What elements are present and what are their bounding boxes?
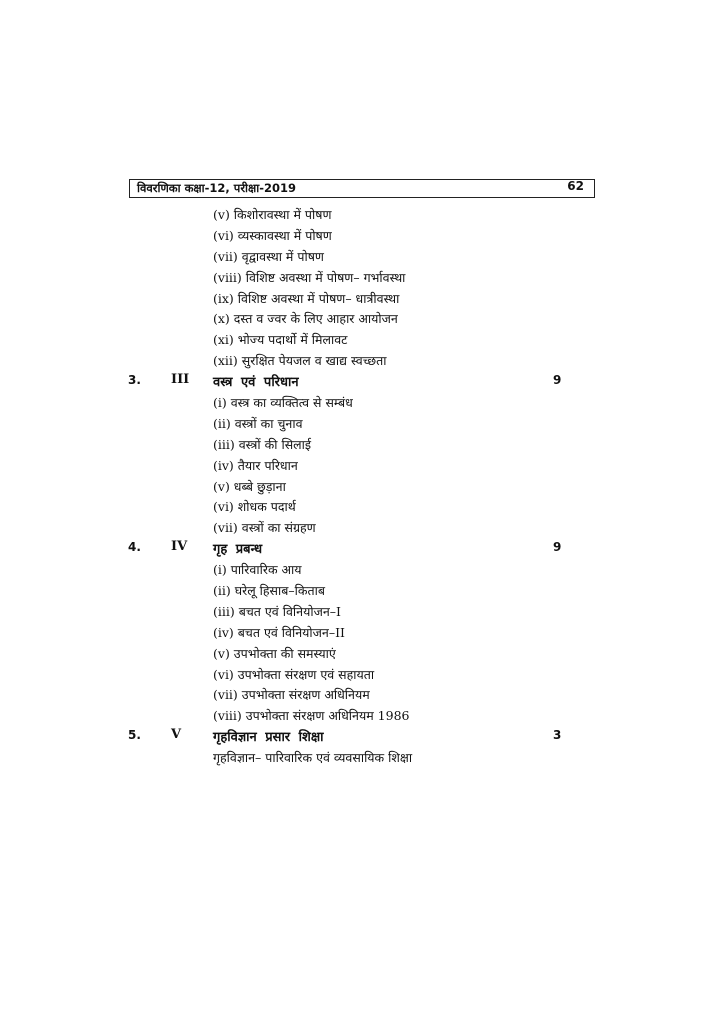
- list-item-text: (ii) घरेलू हिसाब–किताब: [213, 583, 325, 599]
- list-item: [0, 622, 724, 643]
- list-item-text: (xi) भोज्य पदार्थो में मिलावट: [213, 332, 348, 348]
- page-header: [129, 179, 595, 198]
- list-item: [0, 517, 724, 538]
- list-item-text: (v) किशोरावस्था में पोषण: [213, 207, 332, 222]
- unit-marks: 3: [553, 728, 562, 743]
- unit-heading: [0, 371, 724, 392]
- list-item: [0, 267, 724, 288]
- list-item-text: (i) पारिवारिक आय: [213, 562, 302, 578]
- list-item-text: (ii) वस्त्रों का चुनाव: [213, 415, 303, 431]
- list-item: [0, 705, 724, 726]
- list-item: [0, 496, 724, 517]
- unit-number: 3.: [128, 373, 141, 388]
- list-item: [0, 225, 724, 246]
- list-item: [0, 350, 724, 371]
- list-item-text: (v) धब्बे छुड़ाना: [213, 478, 286, 494]
- list-item: [0, 288, 724, 309]
- list-item-text: (vi) शोधक पदार्थ: [213, 499, 296, 515]
- list-item: [0, 308, 724, 329]
- list-item-text: (i) वस्त्र का व्यक्तित्व से सम्बंध: [213, 395, 353, 411]
- unit-heading: [0, 726, 724, 747]
- list-item: [0, 559, 724, 580]
- unit-marks: 9: [553, 540, 562, 555]
- list-item: [0, 413, 724, 434]
- list-item-text: (vii) वस्त्रों का संग्रहण: [213, 520, 316, 536]
- list-item: [0, 580, 724, 601]
- list-item: [0, 204, 724, 225]
- list-item: [0, 434, 724, 455]
- list-item: [0, 601, 724, 622]
- list-item: [0, 246, 724, 267]
- list-item-text: (vii) उपभोक्ता संरक्षण अधिनियम: [213, 687, 370, 703]
- list-item-text: (v) उपभोक्ता की समस्याएं: [213, 645, 336, 661]
- list-item-text: (vii) वृद्वावस्था में पोषण: [213, 248, 324, 264]
- unit-roman: IV: [171, 539, 188, 555]
- list-item: [0, 643, 724, 664]
- list-item: [0, 684, 724, 705]
- syllabus-content: [0, 204, 724, 768]
- list-item-text: (viii) उपभोक्ता संरक्षण अधिनियम 1986: [213, 708, 410, 724]
- unit-title: वस्त्र एवं परिधान: [213, 375, 299, 391]
- list-item: [0, 664, 724, 685]
- list-item: [0, 747, 724, 768]
- list-item-text: (iii) बचत एवं विनियोजन–I: [213, 603, 341, 619]
- unit-heading: [0, 538, 724, 559]
- header-title: विवरणिका कक्षा-12, परीक्षा-2019: [137, 181, 296, 195]
- list-item-text: (vi) उपभोक्ता संरक्षण एवं सहायता: [213, 666, 375, 682]
- list-item-text: (iv) तैयार परिधान: [213, 457, 298, 473]
- unit-marks: 9: [553, 373, 562, 388]
- list-item: [0, 476, 724, 497]
- list-item-text: गृहविज्ञान– पारिवारिक एवं व्यवसायिक शिक्षा: [213, 750, 413, 766]
- unit-number: 5.: [128, 728, 141, 743]
- unit-title: गृह प्रबन्ध: [213, 542, 263, 558]
- list-item-text: (x) दस्त व ज्वर के लिए आहार आयोजन: [213, 311, 398, 327]
- list-item: [0, 392, 724, 413]
- list-item-text: (iii) वस्त्रों की सिलाई: [213, 436, 311, 452]
- list-item: [0, 455, 724, 476]
- unit-roman: V: [171, 727, 182, 743]
- list-item-text: (vi) व्यस्कावस्था में पोषण: [213, 227, 332, 243]
- list-item-text: (xii) सुरक्षित पेयजल व खाद्य स्वच्छता: [213, 353, 387, 369]
- unit-roman: III: [171, 372, 190, 388]
- unit-title: गृहविज्ञान प्रसार शिक्षा: [213, 730, 324, 746]
- list-item-text: (ix) विशिष्ट अवस्था में पोषण– धात्रीवस्था: [213, 290, 400, 306]
- list-item-text: (iv) बचत एवं विनियोजन–II: [213, 624, 345, 640]
- page-number: 62: [567, 179, 584, 193]
- list-item: [0, 329, 724, 350]
- unit-number: 4.: [128, 540, 141, 555]
- list-item-text: (viii) विशिष्ट अवस्था में पोषण– गर्भावस्था: [213, 269, 406, 285]
